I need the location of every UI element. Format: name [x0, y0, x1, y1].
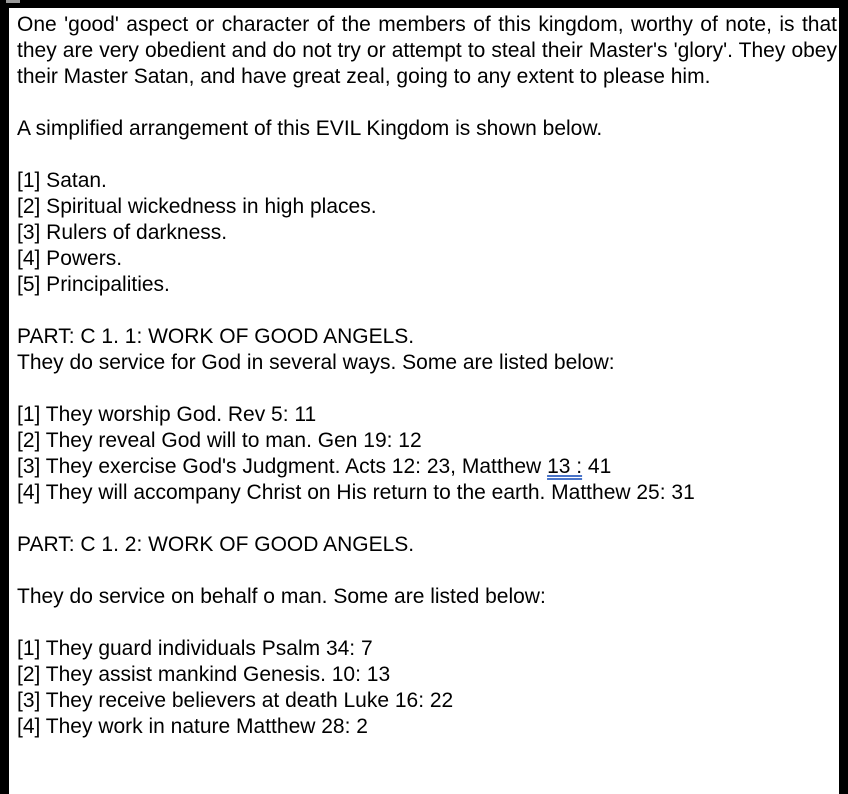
blank-line: [17, 90, 837, 116]
part1-item3-text: [3] They exercise God's Judgment. Acts 12: 23, Matthew: [17, 455, 548, 478]
document-page[interactable]: [9, 8, 839, 794]
blank-line: [17, 558, 837, 584]
blank-line: [17, 142, 837, 168]
part1-item3-suffix: 41: [582, 455, 612, 478]
blank-line: [17, 376, 837, 402]
kingdom-list-item: [1] Satan.: [17, 169, 107, 192]
scripture-reference-link[interactable]: 13 :: [547, 455, 583, 478]
paragraph-arrangement-intro: A simplified arrangement of this EVIL Kingdom is shown below.: [17, 117, 603, 140]
part2-list-item: [1] They guard individuals Psalm 34: 7: [17, 637, 373, 660]
part2-list-item: [3] They receive believers at death Luke 16: 22: [17, 689, 454, 712]
ruler-marker: [6, 0, 20, 3]
part2-intro: They do service on behalf o man. Some are listed below:: [17, 585, 546, 608]
blank-line: [17, 298, 837, 324]
document-body: [17, 12, 837, 740]
part1-intro: They do service for God in several ways. Some are listed below:: [17, 351, 615, 374]
kingdom-list-item: [4] Powers.: [17, 247, 123, 270]
part2-list-item: [2] They assist mankind Genesis. 10: 13: [17, 663, 391, 686]
paragraph-kingdom-obedience: One 'good' aspect or character of the members of this kingdom, worthy of note, is that they are very obedient and do not try or attempt to steal their Master's 'glory'. They obey their Master Satan, and have great zeal, going to any extent to please him.: [17, 13, 837, 88]
part1-list-item: [17, 454, 837, 480]
part1-list-item: [4] They will accompany Christ on His return to the earth. Matthew 25: 31: [17, 481, 695, 504]
blank-line: [17, 610, 837, 636]
part2-list-item: [4] They work in nature Matthew 28: 2: [17, 715, 368, 738]
part1-list-item: [1] They worship God. Rev 5: 11: [17, 403, 317, 426]
top-border: [0, 0, 848, 8]
part2-heading: PART: C 1. 2: WORK OF GOOD ANGELS.: [17, 533, 415, 556]
part1-list-item: [2] They reveal God will to man. Gen 19: 12: [17, 429, 422, 452]
kingdom-list-item: [5] Principalities.: [17, 273, 170, 296]
kingdom-list-item: [3] Rulers of darkness.: [17, 221, 228, 244]
kingdom-list-item: [2] Spiritual wickedness in high places.: [17, 195, 377, 218]
blank-line: [17, 506, 837, 532]
part1-heading: PART: C 1. 1: WORK OF GOOD ANGELS.: [17, 325, 415, 348]
